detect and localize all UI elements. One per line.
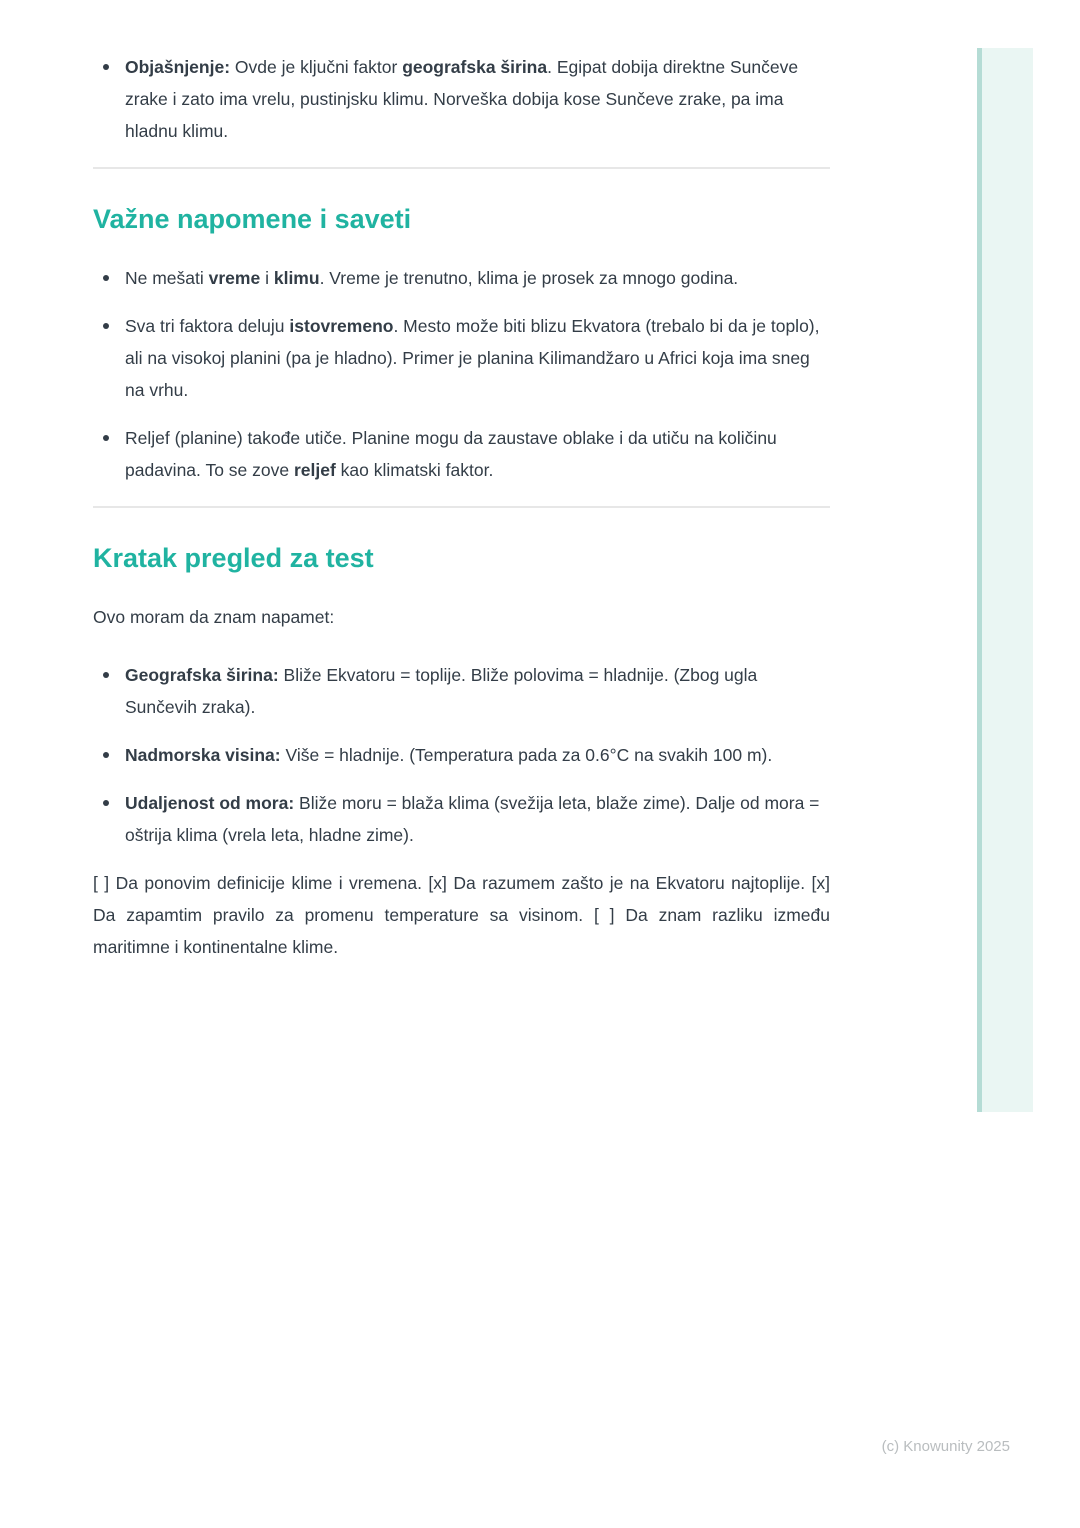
list-item [93,659,830,723]
list-item [93,310,830,406]
checklist-paragraph: [ ] Da ponovim definicije klime i vremena. [x] Da razumem zašto je na Ekvatoru najtoplije. [x] Da zapamtim pravilo za promenu temperature sa visinom. [ ] Da znam razliku između maritimne i kontinentalne klime. [93,873,830,957]
list-item [93,262,830,294]
text-segment: Objašnjenje: [125,57,231,77]
list-item [93,787,830,851]
text-segment: Bliže Ekvatoru = toplije. Bliže polovima = hladnije. (Zbog ugla Sunčevih zraka). [125,665,758,717]
highlight-strip [977,48,1033,1112]
section-heading-review: Kratak pregled za test [93,543,374,573]
text-segment: Udaljenost od mora: [125,793,295,813]
section-divider [93,506,830,508]
text-segment: . Mesto može biti blizu Ekvatora (trebalo bi da je toplo), ali na visokoj planini (pa je hladno). Primer je planina Kilimandžaro u Africi koja ima sneg na vrhu. [125,316,820,400]
text-segment: vreme [208,268,261,288]
section-divider [93,167,830,169]
text-segment: reljef [293,460,336,480]
text-segment: . Vreme je trenutno, klima je prosek za mnogo godina. [319,268,739,288]
text-segment: kao klimatski faktor. [335,460,494,480]
list-item [93,739,830,771]
text-segment: . Egipat dobija direktne Sunčeve zrake i zato ima vrelu, pustinjsku klimu. Norveška dobija kose Sunčeve zrake, pa ima hladnu klimu. [125,57,799,141]
text-segment: Bliže moru = blaža klima (svežija leta, blaže zime). Dalje od mora = oštrija klima (vrela leta, hladne zime). [125,793,820,845]
text-segment: istovremeno [289,316,394,336]
list-item [93,422,830,486]
text-segment: Reljef (planine) takođe utiče. Planine mogu da zaustave oblake i da utiču na količinu padavina. To se zove [125,428,777,480]
review-list [93,659,830,851]
notes-list [93,262,830,486]
document-content [93,0,830,963]
text-segment: Ovde je ključni faktor [230,57,403,77]
text-segment: geografska širina [402,57,548,77]
text-segment: i [260,268,274,288]
list-item [93,51,830,147]
text-segment: klimu [273,268,320,288]
text-segment: Nadmorska visina: [125,745,281,765]
text-segment: Ne mešati [125,268,209,288]
text-segment: Više = hladnije. (Temperatura pada za 0.6°C na svakih 100 m). [280,745,773,765]
text-segment: Geografska širina: [125,665,279,685]
explanation-list [93,51,830,147]
text-segment: Sva tri faktora deluju [125,316,290,336]
review-intro: Ovo moram da znam napamet: [93,607,335,627]
footer-credit: (c) Knowunity 2025 [881,1438,1010,1455]
section-heading-notes: Važne napomene i saveti [93,204,412,234]
